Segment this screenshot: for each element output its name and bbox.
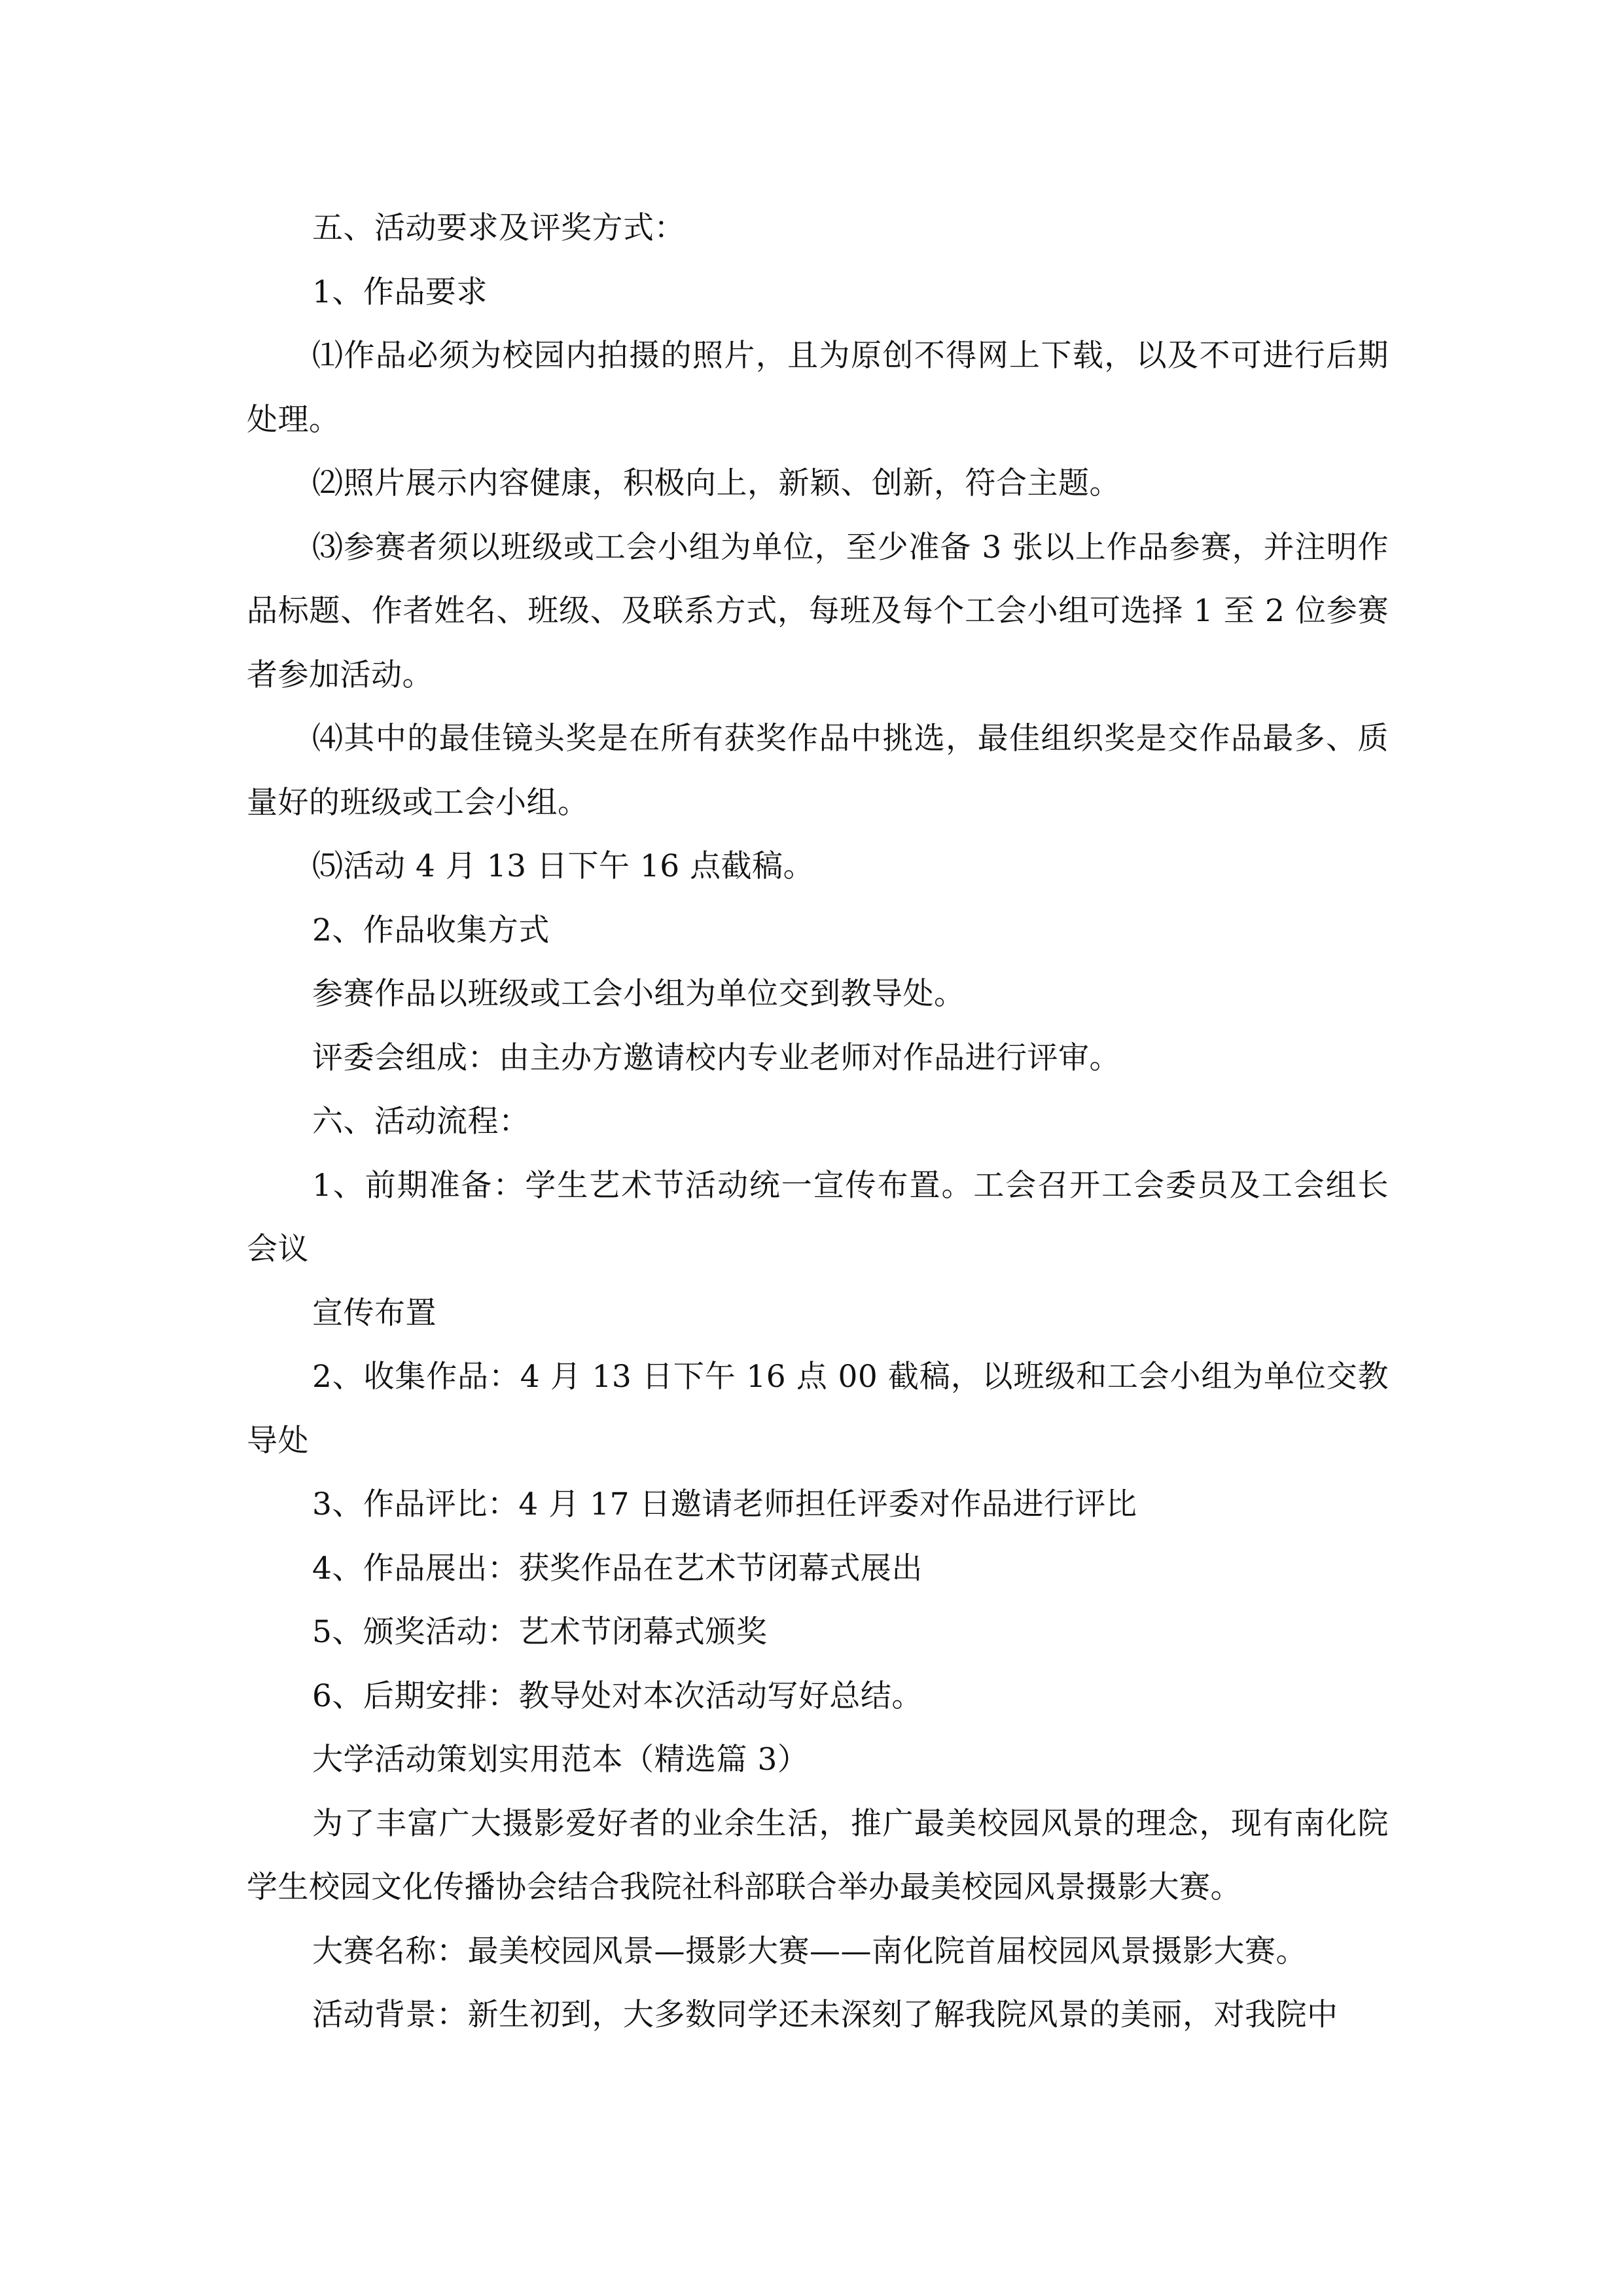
process-step-6: 6、后期安排：教导处对本次活动写好总结。 [312, 1677, 923, 1714]
requirement-item-3: ⑶参赛者须以班级或工会小组为单位，至少准备 3 张以上作品参赛，并注明作品标题、作者姓名、班级、及联系方式，每班及每个工会小组可选择 1 至 2 位参赛者参加活动。 [247, 529, 1389, 693]
body-text [247, 196, 1389, 2047]
process-step-1: 1、前期准备：学生艺术节活动统一宣传布置。工会召开工会委员及工会组长会议 [247, 1167, 1389, 1267]
section-title-sample-3: 大学活动策划实用范本（精选篇 3） [312, 1742, 809, 1778]
contest-name-paragraph: 大赛名称：最美校园风景—摄影大赛——南化院首届校园风景摄影大赛。 [312, 1933, 1307, 1969]
requirement-item-5: ⑸活动 4 月 13 日下午 16 点截稿。 [312, 848, 815, 884]
process-step-4: 4、作品展出：获奖作品在艺术节闭幕式展出 [312, 1550, 923, 1587]
subheading-work-requirements: 1、作品要求 [312, 274, 488, 310]
process-step-2: 2、收集作品：4 月 13 日下午 16 点 00 截稿，以班级和工会小组为单位交教导处 [247, 1359, 1389, 1459]
subheading-collection-method: 2、作品收集方式 [312, 912, 550, 948]
heading-section-six: 六、活动流程： [312, 1103, 530, 1139]
process-step-5: 5、颁奖活动：艺术节闭幕式颁奖 [312, 1614, 768, 1650]
intro-paragraph: 为了丰富广大摄影爱好者的业余生活，推广最美校园风景的理念，现有南化院学生校园文化传播协会结合我院社科部联合举办最美校园风景摄影大赛。 [247, 1805, 1389, 1905]
requirement-item-4: ⑷其中的最佳镜头奖是在所有获奖作品中挑选，最佳组织奖是交作品最多、质量好的班级或工会小组。 [247, 721, 1389, 821]
requirement-item-2: ⑵照片展示内容健康，积极向上，新颖、创新，符合主题。 [312, 465, 1120, 501]
process-step-3: 3、作品评比：4 月 17 日邀请老师担任评委对作品进行评比 [312, 1486, 1137, 1522]
requirement-item-1: ⑴作品必须为校园内拍摄的照片，且为原创不得网上下载，以及不可进行后期处理。 [247, 338, 1389, 438]
collection-paragraph: 参赛作品以班级或工会小组为单位交到教导处。 [312, 976, 965, 1012]
heading-section-five: 五、活动要求及评奖方式： [312, 210, 685, 246]
process-step-1-note: 宣传布置 [312, 1295, 437, 1331]
background-paragraph: 活动背景：新生初到，大多数同学还未深刻了解我院风景的美丽，对我院中 [312, 1997, 1338, 2033]
jury-paragraph: 评委会组成：由主办方邀请校内专业老师对作品进行评审。 [312, 1039, 1120, 1076]
